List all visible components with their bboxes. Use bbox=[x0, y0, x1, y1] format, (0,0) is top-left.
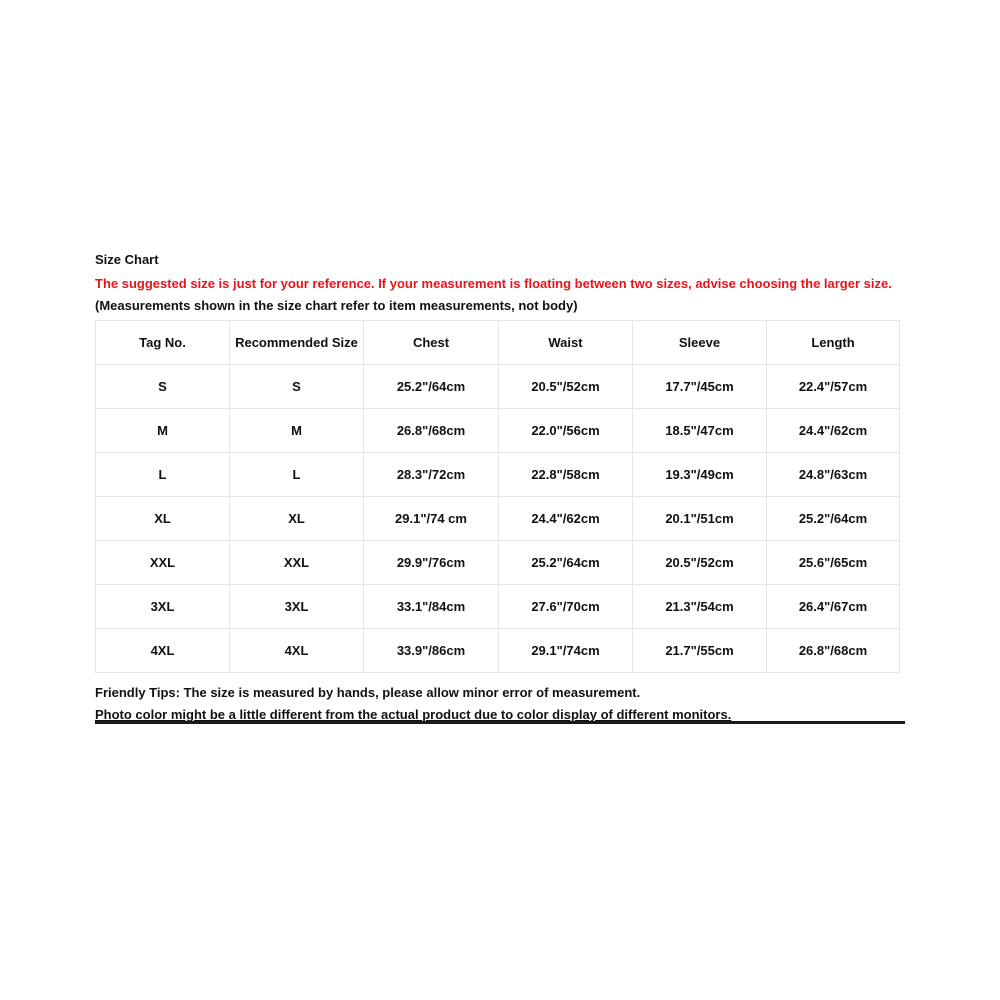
measurement-note: (Measurements shown in the size chart refer to item measurements, not body) bbox=[95, 298, 578, 313]
table-row bbox=[96, 453, 900, 497]
table-cell: 27.6"/70cm bbox=[499, 585, 633, 629]
table-cell: M bbox=[96, 409, 230, 453]
friendly-tips-text: Friendly Tips: The size is measured by hands, please allow minor error of measurement. bbox=[95, 685, 641, 700]
table-cell: 21.3"/54cm bbox=[633, 585, 767, 629]
size-suggestion-text: The suggested size is just for your reference. If your measurement is floating between two sizes, advise choosing the larger size. bbox=[95, 276, 892, 291]
table-cell: 29.9"/76cm bbox=[364, 541, 499, 585]
table-cell: 24.4"/62cm bbox=[499, 497, 633, 541]
header-sleeve: Sleeve bbox=[633, 321, 767, 365]
table-cell: L bbox=[230, 453, 364, 497]
table-cell: 24.8"/63cm bbox=[767, 453, 900, 497]
table-cell: 22.4"/57cm bbox=[767, 365, 900, 409]
table-cell: 18.5"/47cm bbox=[633, 409, 767, 453]
table-cell: 19.3"/49cm bbox=[633, 453, 767, 497]
table-cell: 29.1"/74 cm bbox=[364, 497, 499, 541]
table-cell: S bbox=[96, 365, 230, 409]
table-cell: 24.4"/62cm bbox=[767, 409, 900, 453]
table-cell: 26.8"/68cm bbox=[767, 629, 900, 673]
table-cell: 20.1"/51cm bbox=[633, 497, 767, 541]
table-row bbox=[96, 365, 900, 409]
table-cell: 17.7"/45cm bbox=[633, 365, 767, 409]
table-cell: 25.2"/64cm bbox=[364, 365, 499, 409]
table-cell: 25.6"/65cm bbox=[767, 541, 900, 585]
table-cell: 4XL bbox=[230, 629, 364, 673]
header-recommended-size: Recommended Size bbox=[230, 321, 364, 365]
table-cell: 4XL bbox=[96, 629, 230, 673]
table-cell: 25.2"/64cm bbox=[767, 497, 900, 541]
photo-color-note: Photo color might be a little different from the actual product due to color display of different monitors. bbox=[95, 707, 732, 721]
table-cell: XXL bbox=[230, 541, 364, 585]
table-row bbox=[96, 585, 900, 629]
table-cell: XL bbox=[230, 497, 364, 541]
table-row bbox=[96, 409, 900, 453]
table-cell: 20.5"/52cm bbox=[633, 541, 767, 585]
table-cell: 3XL bbox=[230, 585, 364, 629]
table-row bbox=[96, 497, 900, 541]
table-cell: 21.7"/55cm bbox=[633, 629, 767, 673]
table-cell: L bbox=[96, 453, 230, 497]
table-row bbox=[96, 541, 900, 585]
table-cell: 3XL bbox=[96, 585, 230, 629]
table-cell: XL bbox=[96, 497, 230, 541]
size-table bbox=[95, 320, 900, 673]
header-tag-no: Tag No. bbox=[96, 321, 230, 365]
table-cell: 22.0"/56cm bbox=[499, 409, 633, 453]
table-cell: 25.2"/64cm bbox=[499, 541, 633, 585]
table-cell: 26.8"/68cm bbox=[364, 409, 499, 453]
size-chart-title: Size Chart bbox=[95, 252, 159, 267]
header-length: Length bbox=[767, 321, 900, 365]
bottom-divider bbox=[95, 721, 905, 724]
table-cell: S bbox=[230, 365, 364, 409]
table-cell: 22.8"/58cm bbox=[499, 453, 633, 497]
table-cell: 29.1"/74cm bbox=[499, 629, 633, 673]
table-cell: 28.3"/72cm bbox=[364, 453, 499, 497]
table-cell: 33.9"/86cm bbox=[364, 629, 499, 673]
table-cell: 26.4"/67cm bbox=[767, 585, 900, 629]
table-cell: M bbox=[230, 409, 364, 453]
table-header-row bbox=[96, 321, 900, 365]
size-chart-sheet bbox=[95, 250, 905, 724]
table-cell: 33.1"/84cm bbox=[364, 585, 499, 629]
header-waist: Waist bbox=[499, 321, 633, 365]
table-row bbox=[96, 629, 900, 673]
table-cell: XXL bbox=[96, 541, 230, 585]
header-chest: Chest bbox=[364, 321, 499, 365]
table-cell: 20.5"/52cm bbox=[499, 365, 633, 409]
